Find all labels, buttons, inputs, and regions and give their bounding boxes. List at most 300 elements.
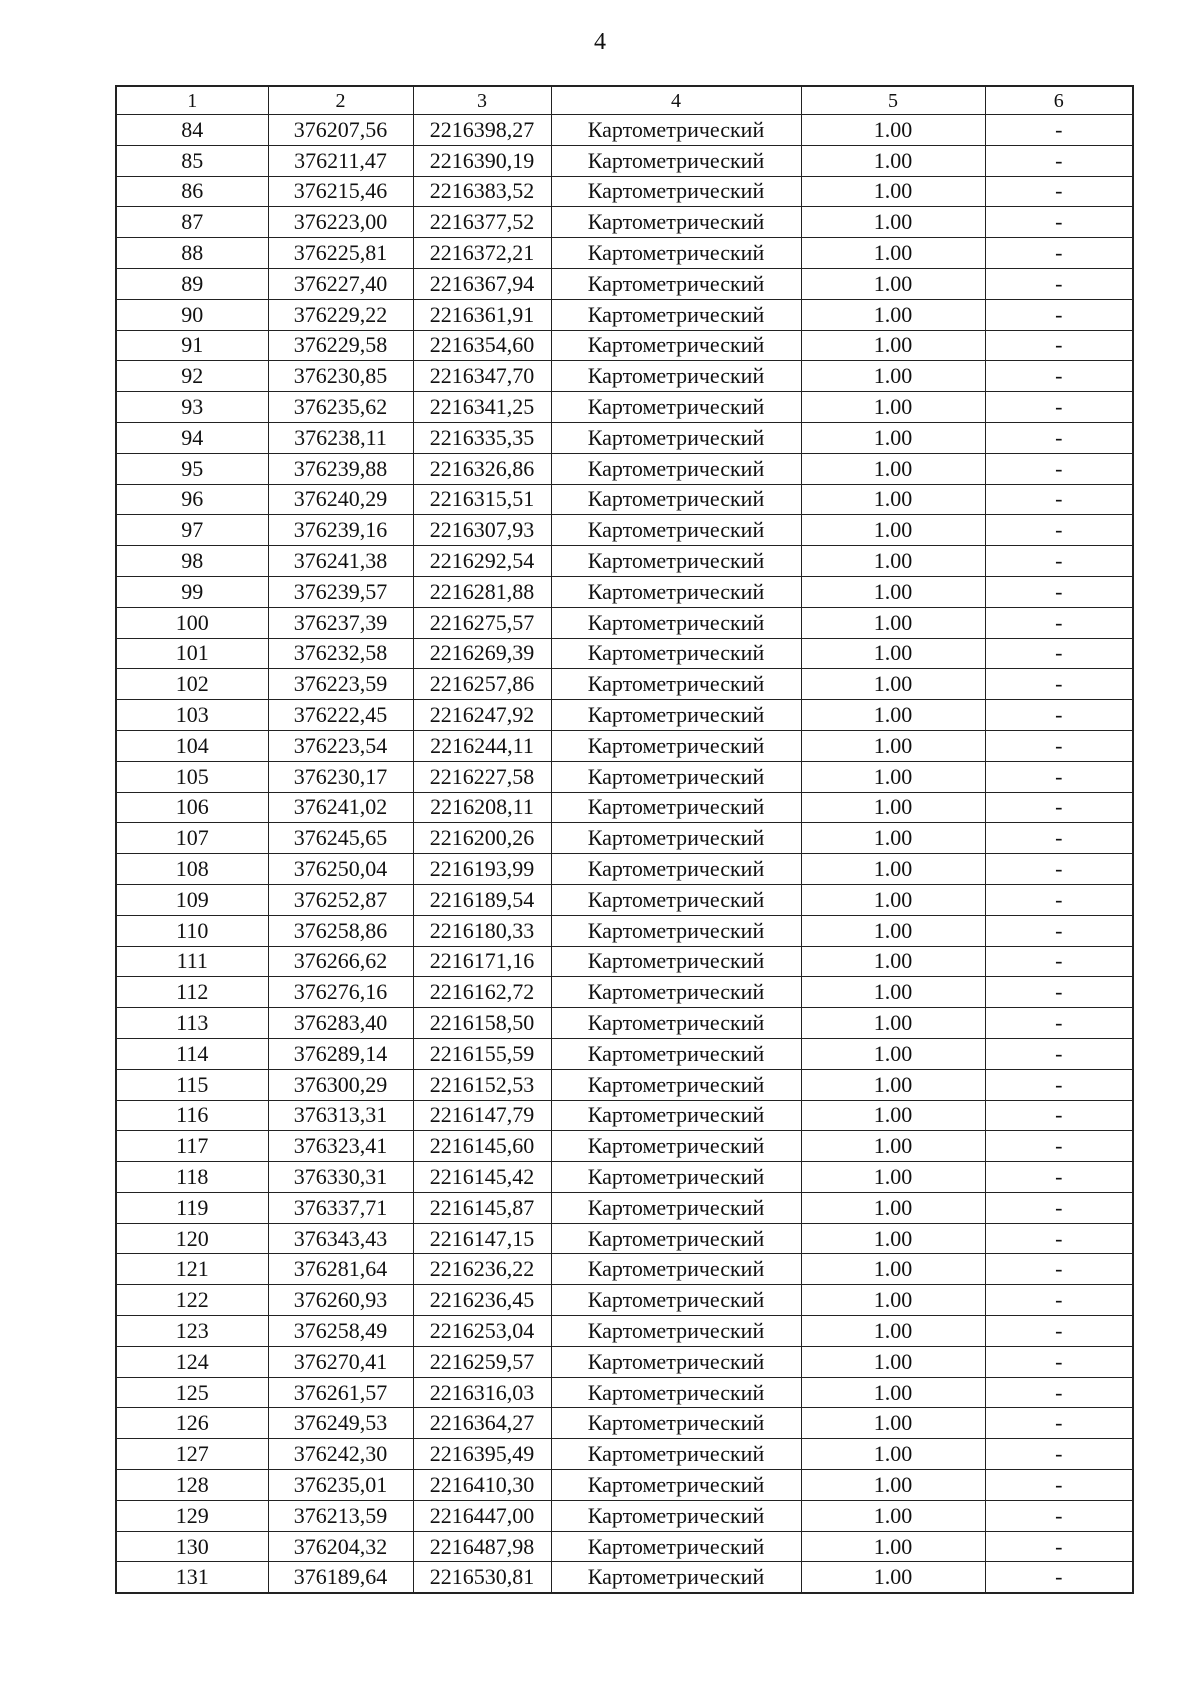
table-row	[116, 1008, 1133, 1039]
method-cell: Картометрический	[551, 361, 801, 392]
y-coordinate-cell: 2216390,19	[413, 145, 551, 176]
method-cell: Картометрический	[551, 1285, 801, 1316]
point-number-cell: 124	[116, 1346, 268, 1377]
accuracy-cell: 1.00	[801, 207, 985, 238]
x-coordinate-cell: 376245,65	[268, 823, 413, 854]
method-cell: Картометрический	[551, 823, 801, 854]
note-cell: -	[985, 207, 1133, 238]
y-coordinate-cell: 2216487,98	[413, 1531, 551, 1562]
point-number-cell: 116	[116, 1100, 268, 1131]
point-number-cell: 122	[116, 1285, 268, 1316]
y-coordinate-cell: 2216244,11	[413, 730, 551, 761]
table-row	[116, 330, 1133, 361]
x-coordinate-cell: 376252,87	[268, 884, 413, 915]
y-coordinate-cell: 2216158,50	[413, 1008, 551, 1039]
method-cell: Картометрический	[551, 607, 801, 638]
note-cell: -	[985, 1439, 1133, 1470]
note-cell: -	[985, 1531, 1133, 1562]
table-row	[116, 1500, 1133, 1531]
method-cell: Картометрический	[551, 1100, 801, 1131]
x-coordinate-cell: 376323,41	[268, 1131, 413, 1162]
y-coordinate-cell: 2216347,70	[413, 361, 551, 392]
note-cell: -	[985, 1254, 1133, 1285]
method-cell: Картометрический	[551, 268, 801, 299]
table-row	[116, 422, 1133, 453]
table-row	[116, 268, 1133, 299]
accuracy-cell: 1.00	[801, 854, 985, 885]
accuracy-cell: 1.00	[801, 1500, 985, 1531]
accuracy-cell: 1.00	[801, 1192, 985, 1223]
accuracy-cell: 1.00	[801, 1377, 985, 1408]
table-row	[116, 546, 1133, 577]
method-cell: Картометрический	[551, 1069, 801, 1100]
accuracy-cell: 1.00	[801, 730, 985, 761]
y-coordinate-cell: 2216275,57	[413, 607, 551, 638]
table-row	[116, 1192, 1133, 1223]
point-number-cell: 105	[116, 761, 268, 792]
accuracy-cell: 1.00	[801, 607, 985, 638]
table-row	[116, 176, 1133, 207]
note-cell: -	[985, 1377, 1133, 1408]
x-coordinate-cell: 376227,40	[268, 268, 413, 299]
point-number-cell: 110	[116, 915, 268, 946]
note-cell: -	[985, 1131, 1133, 1162]
table-row	[116, 792, 1133, 823]
accuracy-cell: 1.00	[801, 1531, 985, 1562]
note-cell: -	[985, 1192, 1133, 1223]
x-coordinate-cell: 376239,16	[268, 515, 413, 546]
table-row	[116, 515, 1133, 546]
table-body	[116, 115, 1133, 1594]
column-header-5: 5	[801, 86, 985, 115]
method-cell: Картометрический	[551, 1408, 801, 1439]
method-cell: Картометрический	[551, 1162, 801, 1193]
y-coordinate-cell: 2216410,30	[413, 1470, 551, 1501]
point-number-cell: 120	[116, 1223, 268, 1254]
note-cell: -	[985, 1038, 1133, 1069]
y-coordinate-cell: 2216316,03	[413, 1377, 551, 1408]
x-coordinate-cell: 376238,11	[268, 422, 413, 453]
note-cell: -	[985, 884, 1133, 915]
table-row	[116, 884, 1133, 915]
method-cell: Картометрический	[551, 392, 801, 423]
method-cell: Картометрический	[551, 1008, 801, 1039]
page-number: 4	[594, 29, 606, 55]
table-row	[116, 1439, 1133, 1470]
table-row	[116, 977, 1133, 1008]
note-cell: -	[985, 1162, 1133, 1193]
table-row	[116, 823, 1133, 854]
x-coordinate-cell: 376215,46	[268, 176, 413, 207]
y-coordinate-cell: 2216189,54	[413, 884, 551, 915]
y-coordinate-cell: 2216180,33	[413, 915, 551, 946]
point-number-cell: 103	[116, 700, 268, 731]
x-coordinate-cell: 376204,32	[268, 1531, 413, 1562]
method-cell: Картометрический	[551, 1531, 801, 1562]
accuracy-cell: 1.00	[801, 1100, 985, 1131]
table-row	[116, 238, 1133, 269]
point-number-cell: 127	[116, 1439, 268, 1470]
note-cell: -	[985, 977, 1133, 1008]
method-cell: Картометрический	[551, 145, 801, 176]
note-cell: -	[985, 1408, 1133, 1439]
table-row	[116, 638, 1133, 669]
point-number-cell: 93	[116, 392, 268, 423]
method-cell: Картометрический	[551, 238, 801, 269]
method-cell: Картометрический	[551, 176, 801, 207]
x-coordinate-cell: 376235,62	[268, 392, 413, 423]
table-row	[116, 669, 1133, 700]
method-cell: Картометрический	[551, 854, 801, 885]
x-coordinate-cell: 376313,31	[268, 1100, 413, 1131]
accuracy-cell: 1.00	[801, 638, 985, 669]
y-coordinate-cell: 2216364,27	[413, 1408, 551, 1439]
note-cell: -	[985, 730, 1133, 761]
note-cell: -	[985, 422, 1133, 453]
point-number-cell: 125	[116, 1377, 268, 1408]
y-coordinate-cell: 2216383,52	[413, 176, 551, 207]
y-coordinate-cell: 2216147,79	[413, 1100, 551, 1131]
accuracy-cell: 1.00	[801, 823, 985, 854]
method-cell: Картометрический	[551, 1439, 801, 1470]
x-coordinate-cell: 376211,47	[268, 145, 413, 176]
x-coordinate-cell: 376239,57	[268, 576, 413, 607]
note-cell: -	[985, 546, 1133, 577]
accuracy-cell: 1.00	[801, 515, 985, 546]
accuracy-cell: 1.00	[801, 1069, 985, 1100]
y-coordinate-cell: 2216171,16	[413, 946, 551, 977]
y-coordinate-cell: 2216269,39	[413, 638, 551, 669]
method-cell: Картометрический	[551, 915, 801, 946]
point-number-cell: 86	[116, 176, 268, 207]
accuracy-cell: 1.00	[801, 392, 985, 423]
point-number-cell: 85	[116, 145, 268, 176]
note-cell: -	[985, 1316, 1133, 1347]
x-coordinate-cell: 376270,41	[268, 1346, 413, 1377]
note-cell: -	[985, 330, 1133, 361]
x-coordinate-cell: 376289,14	[268, 1038, 413, 1069]
accuracy-cell: 1.00	[801, 1008, 985, 1039]
accuracy-cell: 1.00	[801, 330, 985, 361]
y-coordinate-cell: 2216361,91	[413, 299, 551, 330]
y-coordinate-cell: 2216147,15	[413, 1223, 551, 1254]
accuracy-cell: 1.00	[801, 361, 985, 392]
table-row	[116, 453, 1133, 484]
table-row	[116, 1531, 1133, 1562]
note-cell: -	[985, 145, 1133, 176]
note-cell: -	[985, 268, 1133, 299]
point-number-cell: 111	[116, 946, 268, 977]
note-cell: -	[985, 361, 1133, 392]
column-header-2: 2	[268, 86, 413, 115]
point-number-cell: 95	[116, 453, 268, 484]
method-cell: Картометрический	[551, 638, 801, 669]
note-cell: -	[985, 392, 1133, 423]
y-coordinate-cell: 2216398,27	[413, 115, 551, 146]
table-row	[116, 115, 1133, 146]
method-cell: Картометрический	[551, 1500, 801, 1531]
point-number-cell: 128	[116, 1470, 268, 1501]
point-number-cell: 118	[116, 1162, 268, 1193]
point-number-cell: 88	[116, 238, 268, 269]
table-row	[116, 1069, 1133, 1100]
x-coordinate-cell: 376222,45	[268, 700, 413, 731]
table-row	[116, 946, 1133, 977]
accuracy-cell: 1.00	[801, 700, 985, 731]
point-number-cell: 104	[116, 730, 268, 761]
x-coordinate-cell: 376260,93	[268, 1285, 413, 1316]
accuracy-cell: 1.00	[801, 1131, 985, 1162]
y-coordinate-cell: 2216354,60	[413, 330, 551, 361]
method-cell: Картометрический	[551, 792, 801, 823]
accuracy-cell: 1.00	[801, 1470, 985, 1501]
table-row	[116, 299, 1133, 330]
x-coordinate-cell: 376242,30	[268, 1439, 413, 1470]
point-number-cell: 123	[116, 1316, 268, 1347]
point-number-cell: 131	[116, 1562, 268, 1593]
accuracy-cell: 1.00	[801, 238, 985, 269]
note-cell: -	[985, 1500, 1133, 1531]
table-row	[116, 1470, 1133, 1501]
note-cell: -	[985, 115, 1133, 146]
method-cell: Картометрический	[551, 1192, 801, 1223]
method-cell: Картометрический	[551, 1223, 801, 1254]
accuracy-cell: 1.00	[801, 761, 985, 792]
accuracy-cell: 1.00	[801, 115, 985, 146]
method-cell: Картометрический	[551, 946, 801, 977]
note-cell: -	[985, 238, 1133, 269]
note-cell: -	[985, 669, 1133, 700]
method-cell: Картометрический	[551, 884, 801, 915]
accuracy-cell: 1.00	[801, 884, 985, 915]
point-number-cell: 130	[116, 1531, 268, 1562]
x-coordinate-cell: 376223,00	[268, 207, 413, 238]
table-row	[116, 607, 1133, 638]
header-row	[116, 86, 1133, 115]
x-coordinate-cell: 376230,85	[268, 361, 413, 392]
accuracy-cell: 1.00	[801, 484, 985, 515]
note-cell: -	[985, 1069, 1133, 1100]
x-coordinate-cell: 376276,16	[268, 977, 413, 1008]
accuracy-cell: 1.00	[801, 915, 985, 946]
accuracy-cell: 1.00	[801, 1346, 985, 1377]
point-number-cell: 87	[116, 207, 268, 238]
column-header-6: 6	[985, 86, 1133, 115]
method-cell: Картометрический	[551, 761, 801, 792]
y-coordinate-cell: 2216152,53	[413, 1069, 551, 1100]
y-coordinate-cell: 2216447,00	[413, 1500, 551, 1531]
table-row	[116, 1346, 1133, 1377]
point-number-cell: 92	[116, 361, 268, 392]
y-coordinate-cell: 2216335,35	[413, 422, 551, 453]
point-number-cell: 106	[116, 792, 268, 823]
y-coordinate-cell: 2216257,86	[413, 669, 551, 700]
method-cell: Картометрический	[551, 700, 801, 731]
y-coordinate-cell: 2216208,11	[413, 792, 551, 823]
table-row	[116, 1377, 1133, 1408]
y-coordinate-cell: 2216145,42	[413, 1162, 551, 1193]
method-cell: Картометрический	[551, 330, 801, 361]
note-cell: -	[985, 854, 1133, 885]
method-cell: Картометрический	[551, 1131, 801, 1162]
table-row	[116, 1285, 1133, 1316]
y-coordinate-cell: 2216193,99	[413, 854, 551, 885]
accuracy-cell: 1.00	[801, 1316, 985, 1347]
x-coordinate-cell: 376232,58	[268, 638, 413, 669]
table-row	[116, 392, 1133, 423]
method-cell: Картометрический	[551, 1562, 801, 1593]
accuracy-cell: 1.00	[801, 145, 985, 176]
y-coordinate-cell: 2216259,57	[413, 1346, 551, 1377]
method-cell: Картометрический	[551, 453, 801, 484]
accuracy-cell: 1.00	[801, 1285, 985, 1316]
point-number-cell: 96	[116, 484, 268, 515]
accuracy-cell: 1.00	[801, 1254, 985, 1285]
table-row	[116, 1038, 1133, 1069]
point-number-cell: 119	[116, 1192, 268, 1223]
table-row	[116, 576, 1133, 607]
y-coordinate-cell: 2216145,87	[413, 1192, 551, 1223]
note-cell: -	[985, 761, 1133, 792]
y-coordinate-cell: 2216315,51	[413, 484, 551, 515]
method-cell: Картометрический	[551, 546, 801, 577]
point-number-cell: 94	[116, 422, 268, 453]
point-number-cell: 108	[116, 854, 268, 885]
point-number-cell: 90	[116, 299, 268, 330]
method-cell: Картометрический	[551, 1470, 801, 1501]
y-coordinate-cell: 2216200,26	[413, 823, 551, 854]
method-cell: Картометрический	[551, 515, 801, 546]
accuracy-cell: 1.00	[801, 453, 985, 484]
table-row	[116, 730, 1133, 761]
accuracy-cell: 1.00	[801, 176, 985, 207]
note-cell: -	[985, 1562, 1133, 1593]
note-cell: -	[985, 946, 1133, 977]
y-coordinate-cell: 2216155,59	[413, 1038, 551, 1069]
x-coordinate-cell: 376258,49	[268, 1316, 413, 1347]
x-coordinate-cell: 376249,53	[268, 1408, 413, 1439]
point-number-cell: 102	[116, 669, 268, 700]
table-row	[116, 1223, 1133, 1254]
note-cell: -	[985, 638, 1133, 669]
accuracy-cell: 1.00	[801, 546, 985, 577]
accuracy-cell: 1.00	[801, 1038, 985, 1069]
x-coordinate-cell: 376250,04	[268, 854, 413, 885]
method-cell: Картометрический	[551, 1254, 801, 1285]
point-number-cell: 100	[116, 607, 268, 638]
accuracy-cell: 1.00	[801, 977, 985, 1008]
point-number-cell: 99	[116, 576, 268, 607]
x-coordinate-cell: 376330,31	[268, 1162, 413, 1193]
x-coordinate-cell: 376239,88	[268, 453, 413, 484]
column-header-4: 4	[551, 86, 801, 115]
y-coordinate-cell: 2216372,21	[413, 238, 551, 269]
x-coordinate-cell: 376230,17	[268, 761, 413, 792]
y-coordinate-cell: 2216145,60	[413, 1131, 551, 1162]
point-number-cell: 114	[116, 1038, 268, 1069]
y-coordinate-cell: 2216281,88	[413, 576, 551, 607]
note-cell: -	[985, 792, 1133, 823]
x-coordinate-cell: 376229,22	[268, 299, 413, 330]
y-coordinate-cell: 2216162,72	[413, 977, 551, 1008]
x-coordinate-cell: 376240,29	[268, 484, 413, 515]
note-cell: -	[985, 1470, 1133, 1501]
note-cell: -	[985, 576, 1133, 607]
note-cell: -	[985, 515, 1133, 546]
x-coordinate-cell: 376235,01	[268, 1470, 413, 1501]
x-coordinate-cell: 376207,56	[268, 115, 413, 146]
accuracy-cell: 1.00	[801, 1439, 985, 1470]
method-cell: Картометрический	[551, 1377, 801, 1408]
y-coordinate-cell: 2216253,04	[413, 1316, 551, 1347]
note-cell: -	[985, 1223, 1133, 1254]
point-number-cell: 97	[116, 515, 268, 546]
point-number-cell: 126	[116, 1408, 268, 1439]
note-cell: -	[985, 1285, 1133, 1316]
x-coordinate-cell: 376225,81	[268, 238, 413, 269]
point-number-cell: 101	[116, 638, 268, 669]
method-cell: Картометрический	[551, 115, 801, 146]
point-number-cell: 107	[116, 823, 268, 854]
note-cell: -	[985, 607, 1133, 638]
y-coordinate-cell: 2216377,52	[413, 207, 551, 238]
accuracy-cell: 1.00	[801, 1562, 985, 1593]
note-cell: -	[985, 484, 1133, 515]
table-header	[116, 86, 1133, 115]
method-cell: Картометрический	[551, 1038, 801, 1069]
method-cell: Картометрический	[551, 1316, 801, 1347]
y-coordinate-cell: 2216395,49	[413, 1439, 551, 1470]
table-row	[116, 761, 1133, 792]
accuracy-cell: 1.00	[801, 946, 985, 977]
note-cell: -	[985, 1100, 1133, 1131]
x-coordinate-cell: 376229,58	[268, 330, 413, 361]
accuracy-cell: 1.00	[801, 1162, 985, 1193]
method-cell: Картометрический	[551, 977, 801, 1008]
point-number-cell: 129	[116, 1500, 268, 1531]
method-cell: Картометрический	[551, 576, 801, 607]
method-cell: Картометрический	[551, 1346, 801, 1377]
x-coordinate-cell: 376241,02	[268, 792, 413, 823]
note-cell: -	[985, 700, 1133, 731]
method-cell: Картометрический	[551, 669, 801, 700]
x-coordinate-cell: 376241,38	[268, 546, 413, 577]
y-coordinate-cell: 2216367,94	[413, 268, 551, 299]
accuracy-cell: 1.00	[801, 1408, 985, 1439]
y-coordinate-cell: 2216236,45	[413, 1285, 551, 1316]
accuracy-cell: 1.00	[801, 1223, 985, 1254]
y-coordinate-cell: 2216530,81	[413, 1562, 551, 1593]
note-cell: -	[985, 1008, 1133, 1039]
coordinates-table	[115, 85, 1134, 1594]
point-number-cell: 84	[116, 115, 268, 146]
point-number-cell: 89	[116, 268, 268, 299]
table-row	[116, 1100, 1133, 1131]
table-row	[116, 361, 1133, 392]
point-number-cell: 112	[116, 977, 268, 1008]
x-coordinate-cell: 376237,39	[268, 607, 413, 638]
y-coordinate-cell: 2216247,92	[413, 700, 551, 731]
method-cell: Картометрический	[551, 422, 801, 453]
table-row	[116, 207, 1133, 238]
x-coordinate-cell: 376223,54	[268, 730, 413, 761]
x-coordinate-cell: 376343,43	[268, 1223, 413, 1254]
y-coordinate-cell: 2216341,25	[413, 392, 551, 423]
x-coordinate-cell: 376281,64	[268, 1254, 413, 1285]
accuracy-cell: 1.00	[801, 299, 985, 330]
table-row	[116, 1562, 1133, 1593]
method-cell: Картометрический	[551, 299, 801, 330]
